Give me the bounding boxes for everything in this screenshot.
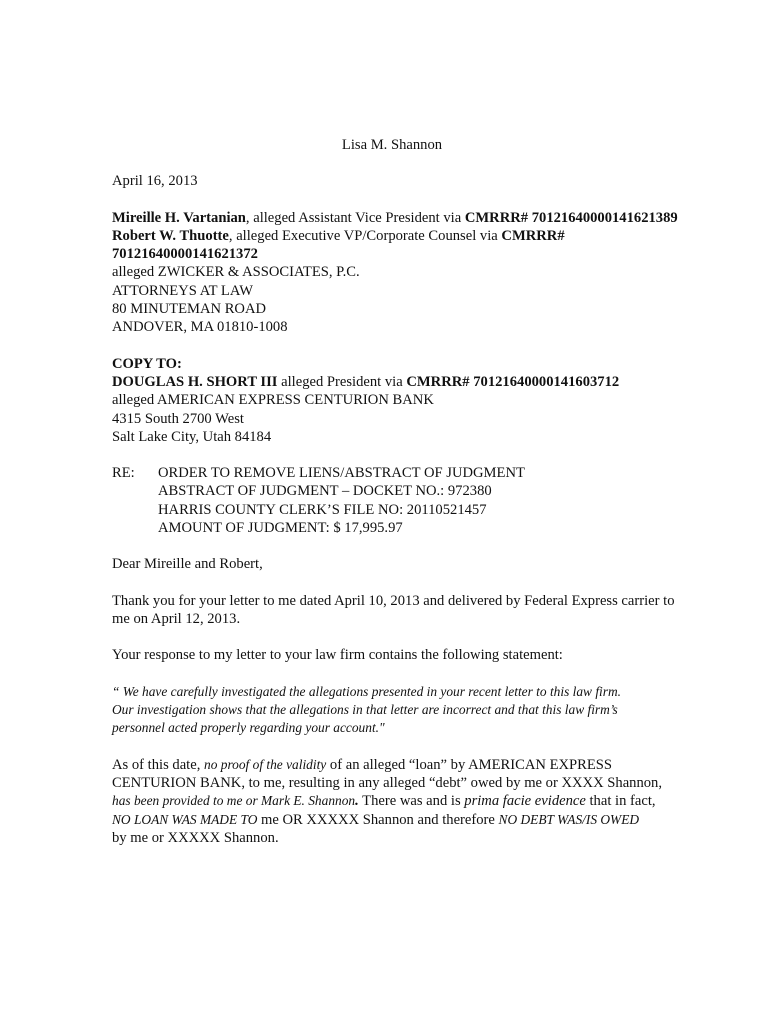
re-line-1: ORDER TO REMOVE LIENS/ABSTRACT OF JUDGMENT [158,465,525,482]
copy-recipient-role: alleged President via [277,373,407,390]
copy-recipient-cmrrr: CMRRR# 70121640000141603712 [406,373,620,390]
recipient-1 [112,209,678,227]
recipient-2-role: , alleged Executive VP/Corporate Counsel via [228,227,502,244]
recipients-address [112,209,678,337]
recipient-1-role: , alleged Assistant Vice President via [245,209,465,226]
recipient-2-cmrrr-label: CMRRR# [501,227,565,244]
p3-text: There was and is [358,793,465,810]
recipient-2 [112,227,672,245]
copy-street: 4315 South 2700 West [112,410,244,427]
p3-emphasis: prima facie evidence [464,793,586,810]
paragraph-3-line-3 [112,792,672,810]
p3-emphasis: no proof of the validity [204,756,327,772]
p3-text: me OR XXXXX Shannon and therefore [257,811,499,828]
p3-emphasis-period: . [355,793,359,810]
copy-recipient-name: DOUGLAS H. SHORT III [112,373,278,390]
quote-line-2: Our investigation shows that the allegations in that letter are incorrect and that this law firm’s [112,701,618,717]
recipient-2-name: Robert W. Thuotte [112,227,229,244]
paragraph-1-line-2: me on April 12, 2013. [112,610,241,627]
quote-line-3: personnel acted properly regarding your account." [112,720,385,736]
re-line-2: ABSTRACT OF JUDGMENT – DOCKET NO.: 972380 [158,483,492,500]
letter-body [112,136,678,865]
paragraph-3-line-4 [112,811,672,829]
copy-recipient [112,373,672,391]
re-label: RE: [112,465,135,482]
p3-text: As of this date, [112,756,205,773]
copy-to-block [112,355,672,446]
firm-city: ANDOVER, MA 01810-1008 [112,319,288,336]
paragraph-3-line-2: CENTURION BANK, to me, resulting in any alleged “debt” owed by me or XXXX Shannon, [112,775,663,792]
recipient-1-cmrrr: CMRRR# 70121640000141621389 [464,209,678,226]
paragraph-3 [112,756,672,847]
paragraph-1 [112,592,675,629]
p3-emphasis: has been provided to me or Mark E. Shannon [112,793,356,809]
paragraph-1-line-1: Thank you for your letter to me dated April 10, 2013 and delivered by Federal Express carrier to [112,592,675,609]
quote-line-1: “ We have carefully investigated the allegations presented in your recent letter to this law firm. [112,683,621,699]
p3-text: that in fact, [585,793,656,810]
salutation: Dear Mireille and Robert, [112,556,263,573]
paragraph-2: Your response to my letter to your law firm contains the following statement: [112,647,563,664]
firm-street: 80 MINUTEMAN ROAD [112,301,267,318]
re-line-4: AMOUNT OF JUDGMENT: $ 17,995.97 [158,520,403,537]
copy-bank: alleged AMERICAN EXPRESS CENTURION BANK [112,392,434,409]
paragraph-3-line-1 [112,756,672,774]
re-block [112,464,672,537]
p3-text: of an alleged “loan” by AMERICAN EXPRESS [326,756,613,773]
firm-name: alleged ZWICKER & ASSOCIATES, P.C. [112,264,360,281]
recipient-2-cmrrr-number-line [112,245,672,263]
p3-emphasis: NO LOAN WAS MADE TO [112,811,258,827]
recipient-2-cmrrr-number: 70121640000141621372 [112,246,258,263]
paragraph-3-line-5: by me or XXXXX Shannon. [112,829,279,846]
quoted-statement [112,683,672,738]
re-lines [158,464,525,537]
recipient-1-name: Mireille H. Vartanian [112,209,246,226]
p3-emphasis: NO DEBT WAS/IS OWED [498,811,640,827]
copy-to-heading: COPY TO: [112,355,182,372]
letter-date: April 16, 2013 [112,173,198,190]
author-name: Lisa M. Shannon [341,137,443,153]
re-line-3: HARRIS COUNTY CLERK’S FILE NO: 20110521457 [158,501,487,518]
firm-subtitle: ATTORNEYS AT LAW [112,282,253,299]
copy-city: Salt Lake City, Utah 84184 [112,428,272,445]
